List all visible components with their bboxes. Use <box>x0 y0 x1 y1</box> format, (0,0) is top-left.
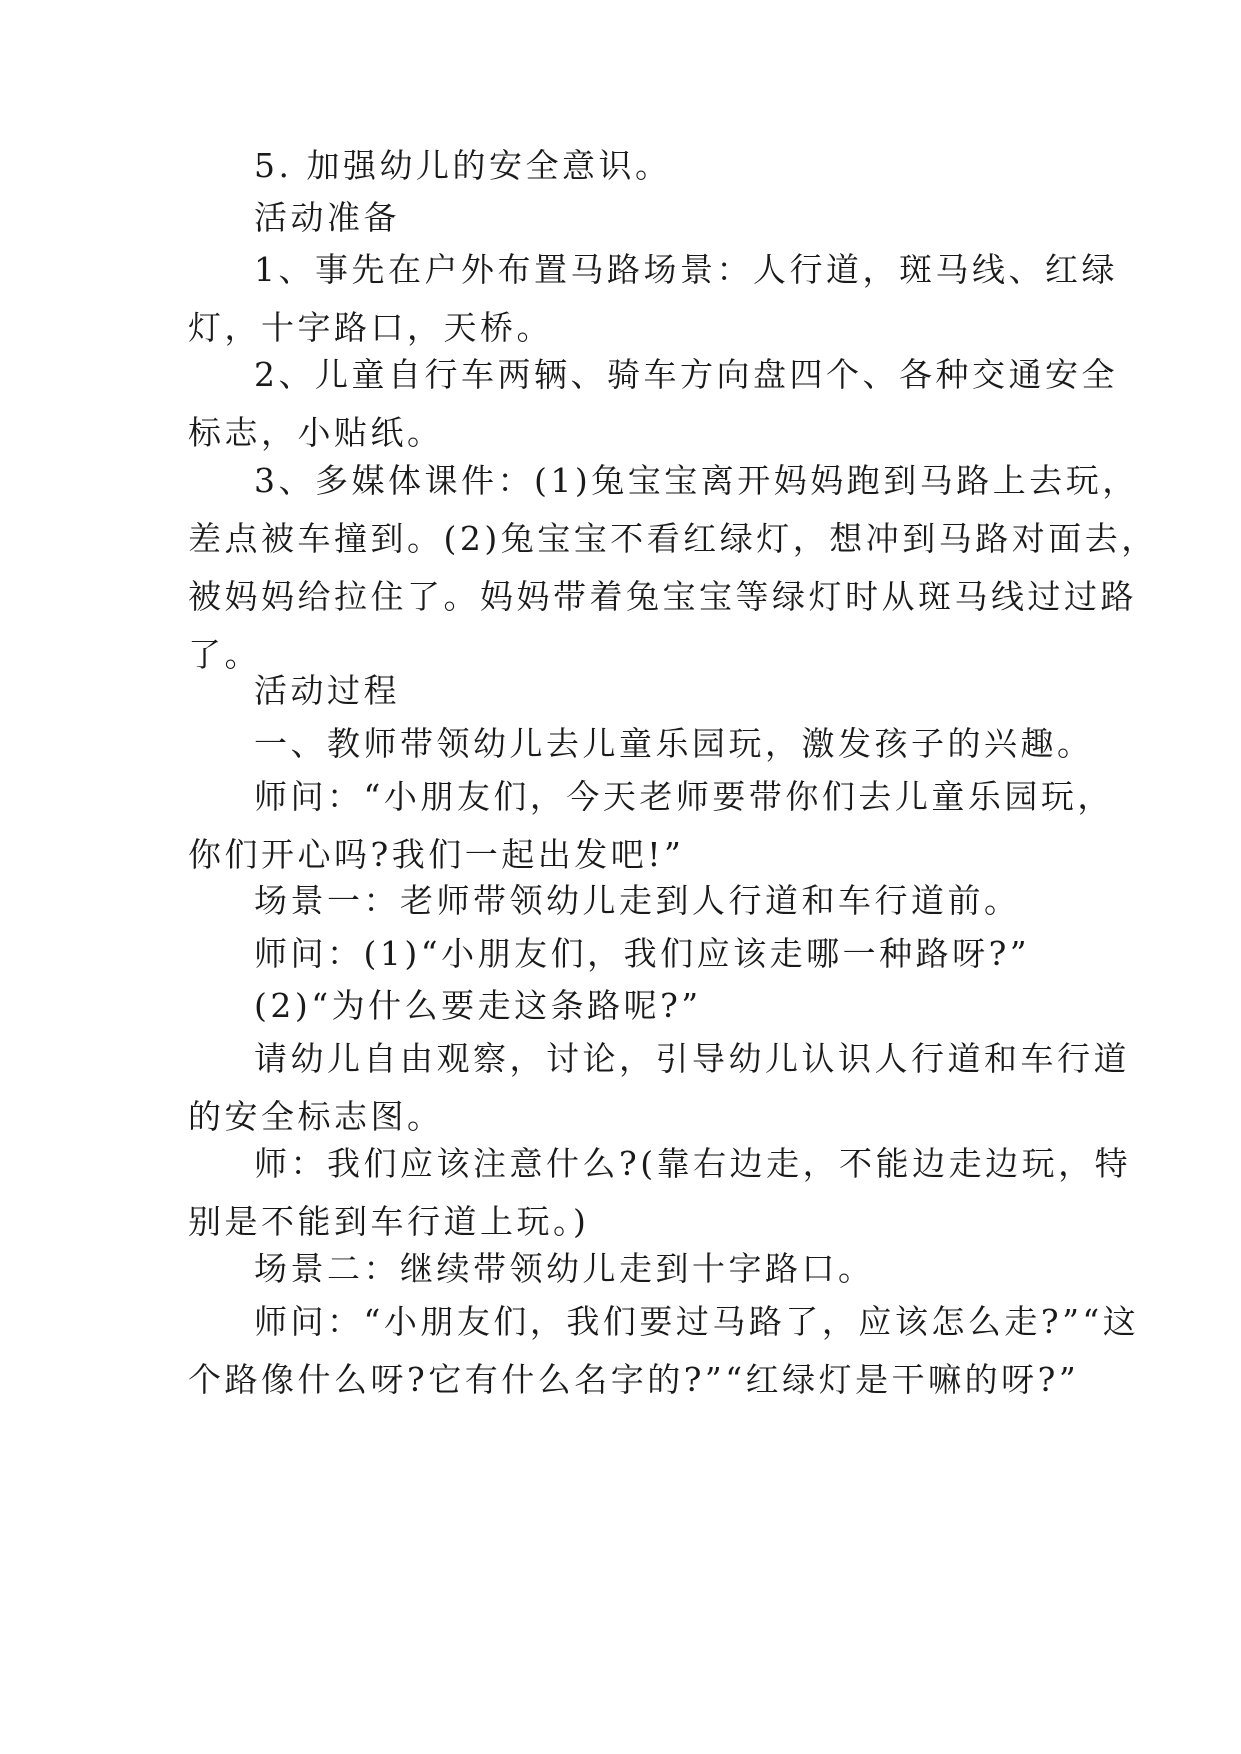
text-line: 师问：“小朋友们，今天老师要带你们去儿童乐园玩， <box>254 777 1114 816</box>
paragraph <box>188 1135 1132 1251</box>
text-line: 灯，十字路口，天桥。 <box>188 308 553 347</box>
text-line: 个路像什么呀?它有什么名字的?”“红绿灯是干嘛的呀?” <box>188 1360 1080 1399</box>
paragraph <box>188 241 1118 357</box>
paragraph <box>188 768 1114 884</box>
text-line: 的安全标志图。 <box>188 1097 444 1136</box>
text-line: 1、事先在户外布置马路场景：人行道，斑马线、红绿 <box>254 250 1118 289</box>
paragraph <box>188 977 1058 1035</box>
text-line: 师问：“小朋友们，我们要过马路了，应该怎么走?”“这 <box>254 1302 1140 1341</box>
text-line: 被妈妈给拉住了。妈妈带着兔宝宝等绿灯时从斑马线过过路 <box>188 577 1137 616</box>
section-heading <box>188 662 1058 720</box>
text-line: 2、儿童自行车两辆、骑车方向盘四个、各种交通安全 <box>254 355 1118 394</box>
section-heading <box>188 189 1058 247</box>
text-line: 5. 加强幼儿的安全意识。 <box>254 146 672 185</box>
paragraph <box>188 715 1094 773</box>
paragraph <box>188 872 1058 930</box>
paragraph <box>188 925 1058 983</box>
text-line: 场景一：老师带领幼儿走到人行道和车行道前。 <box>254 881 1021 920</box>
text-line: (2)“为什么要走这条路呢?” <box>254 986 702 1025</box>
text-line: 师问：(1)“小朋友们，我们应该走哪一种路呀?” <box>254 934 1031 973</box>
text-line: 差点被车撞到。(2)兔宝宝不看红绿灯，想冲到马路对面去， <box>188 519 1158 558</box>
text-line: 请幼儿自由观察，讨论，引导幼儿认识人行道和车行道 <box>254 1039 1130 1078</box>
text-line: 活动准备 <box>254 198 400 237</box>
text-line: 场景二：继续带领幼儿走到十字路口。 <box>254 1249 875 1288</box>
paragraph <box>188 1030 1130 1146</box>
text-line: 别是不能到车行道上玩。) <box>188 1202 590 1241</box>
text-line: 师：我们应该注意什么?(靠右边走，不能边走边玩，特 <box>254 1144 1132 1183</box>
paragraph <box>188 346 1118 462</box>
text-line: 一、教师带领幼儿去儿童乐园玩，激发孩子的兴趣。 <box>254 724 1094 763</box>
paragraph <box>188 1293 1140 1409</box>
text-line: 你们开心吗?我们一起出发吧!” <box>188 835 685 874</box>
text-line: 标志，小贴纸。 <box>188 413 444 452</box>
paragraph <box>188 1240 1058 1298</box>
text-line: 3、多媒体课件：(1)兔宝宝离开妈妈跑到马路上去玩， <box>254 461 1139 500</box>
paragraph <box>188 452 1158 684</box>
text-line: 了。 <box>188 635 261 674</box>
text-line: 活动过程 <box>254 671 400 710</box>
paragraph <box>188 137 1058 195</box>
